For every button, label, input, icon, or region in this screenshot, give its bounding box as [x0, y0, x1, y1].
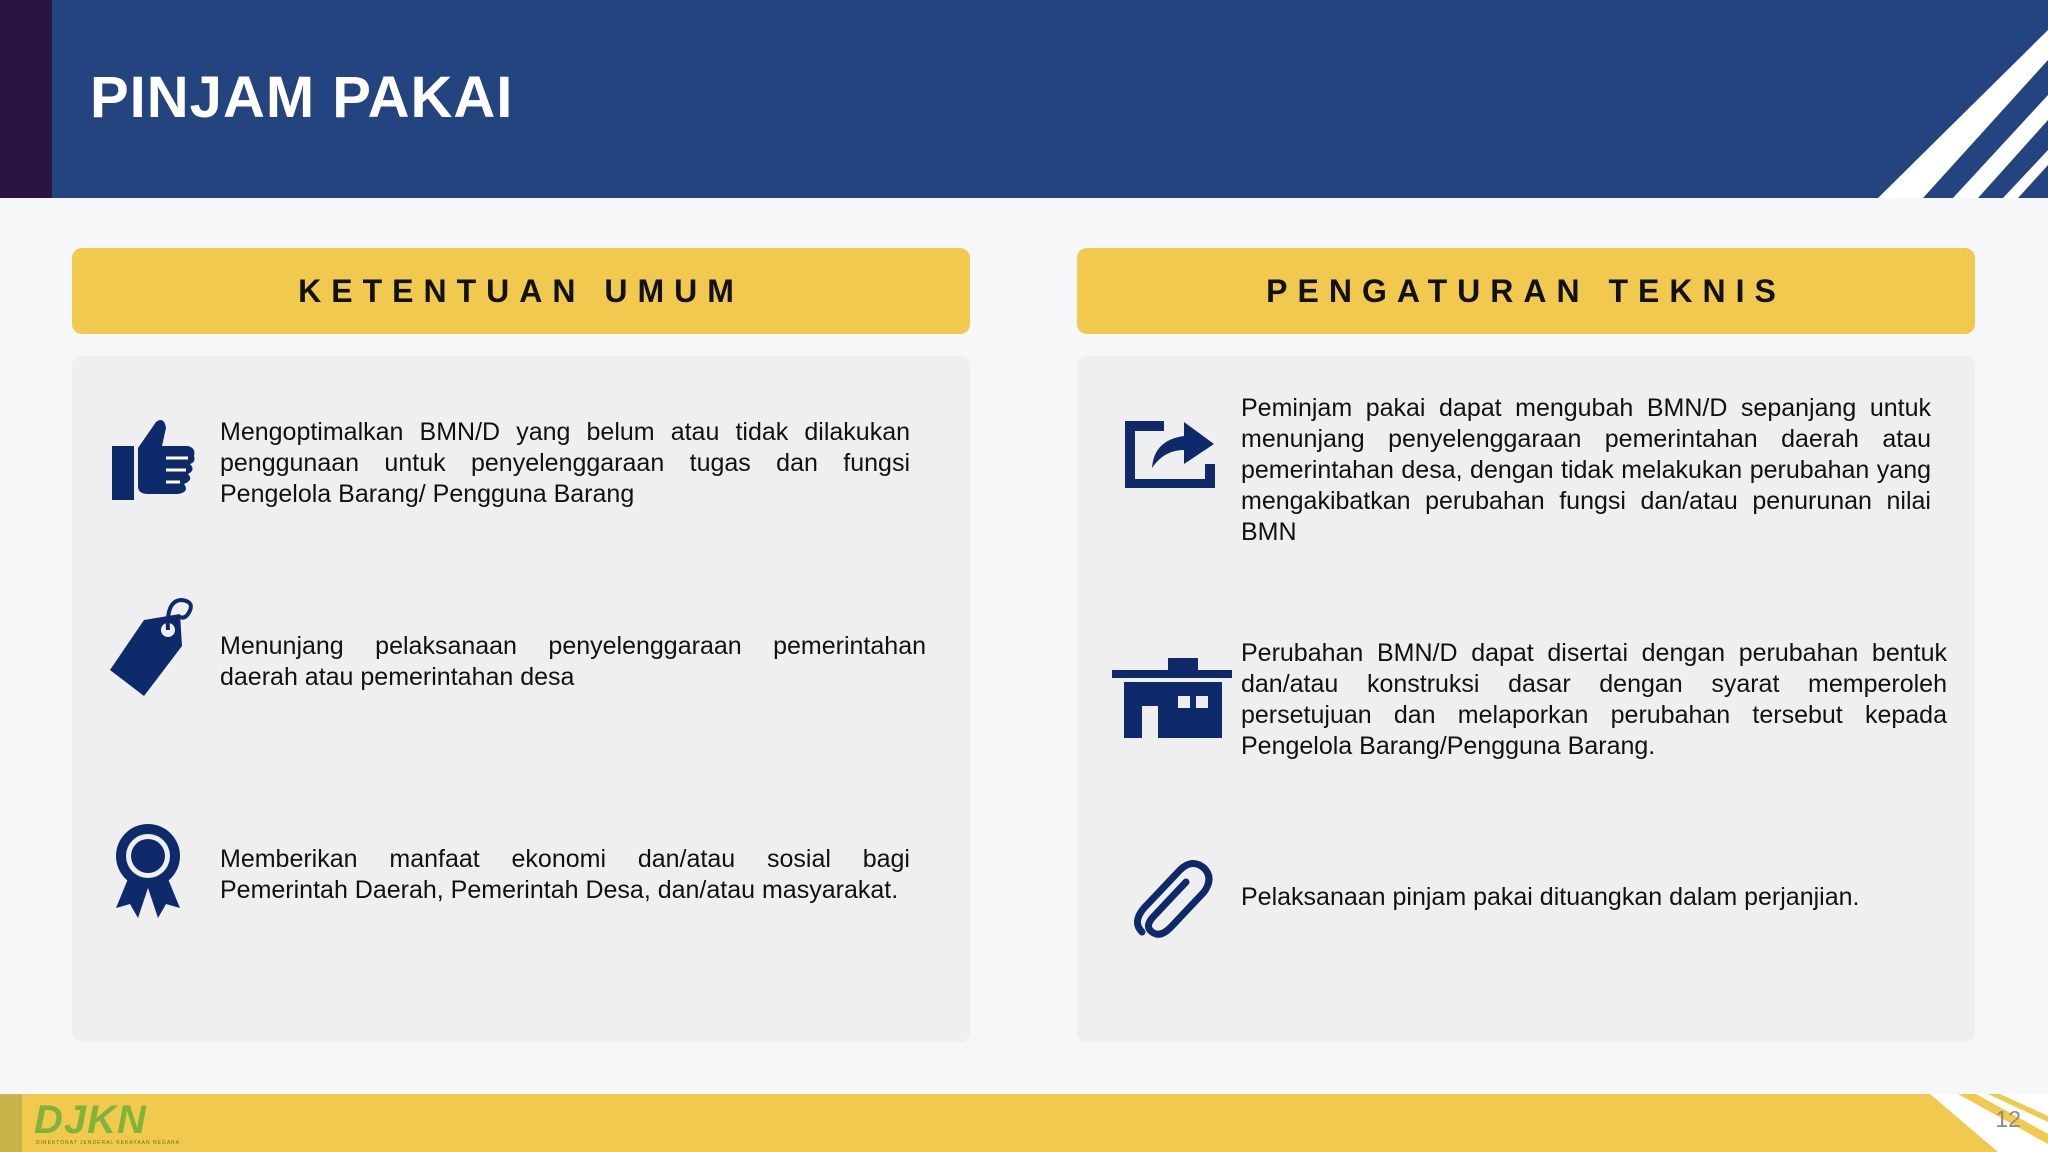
thumbs-up-icon: [108, 414, 198, 504]
djkn-logo: DJKN: [34, 1098, 147, 1142]
footer-accent-strip: [0, 1094, 22, 1152]
slide-title: PINJAM PAKAI: [90, 65, 514, 130]
slide-header: [0, 0, 2048, 198]
slide-footer: [0, 1094, 2048, 1152]
header-accent-strip: [0, 0, 52, 198]
award-ribbon-icon: [110, 822, 186, 922]
djkn-logo-subtitle: DIREKTORAT JENDERAL KEKAYAAN NEGARA: [36, 1140, 181, 1146]
building-icon: [1112, 656, 1232, 740]
footer-corner-decoration: [1888, 1094, 2048, 1152]
pengaturan-teknis-heading: PENGATURAN TEKNIS: [1077, 248, 1975, 334]
pengaturan-item-3-text: Pelaksanaan pinjam pakai dituangkan dalam perjanjian.: [1241, 883, 1860, 911]
price-tag-icon: [104, 594, 196, 698]
paperclip-icon: [1130, 852, 1214, 940]
ketentuan-item-3-text: Memberikan manfaat ekonomi dan/atau sosial bagi Pemerintah Daerah, Pemerintah Desa, dan/atau masyarakat.: [220, 845, 910, 904]
ketentuan-umum-heading: KETENTUAN UMUM: [72, 248, 970, 334]
ketentuan-item-2-text: Menunjang pelaksanaan penyelenggaraan pemerintahan daerah atau pemerintahan desa: [220, 632, 926, 691]
page-number: 12: [1995, 1106, 2021, 1132]
ketentuan-item-1-text: Mengoptimalkan BMN/D yang belum atau tidak dilakukan penggunaan untuk penyelenggaraan tugas dan fungsi Pengelola Barang/ Pengguna Barang: [220, 418, 910, 508]
share-arrow-icon: [1124, 406, 1218, 488]
pengaturan-item-2-text: Perubahan BMN/D dapat disertai dengan perubahan bentuk dan/atau konstruksi dasar dengan syarat memperoleh persetujuan dan melaporkan perubahan tersebut kepada Pengelola Barang/Pengguna Barang.: [1241, 639, 1947, 760]
header-stripes-decoration: [1748, 0, 2048, 198]
pengaturan-item-1-text: Peminjam pakai dapat mengubah BMN/D sepanjang untuk menunjang penyelenggaraan pemerintahan daerah atau pemerintahan desa, dengan tidak melakukan perubahan yang mengakibatkan perubahan fungsi dan/atau penurunan nilai BMN: [1241, 394, 1931, 546]
